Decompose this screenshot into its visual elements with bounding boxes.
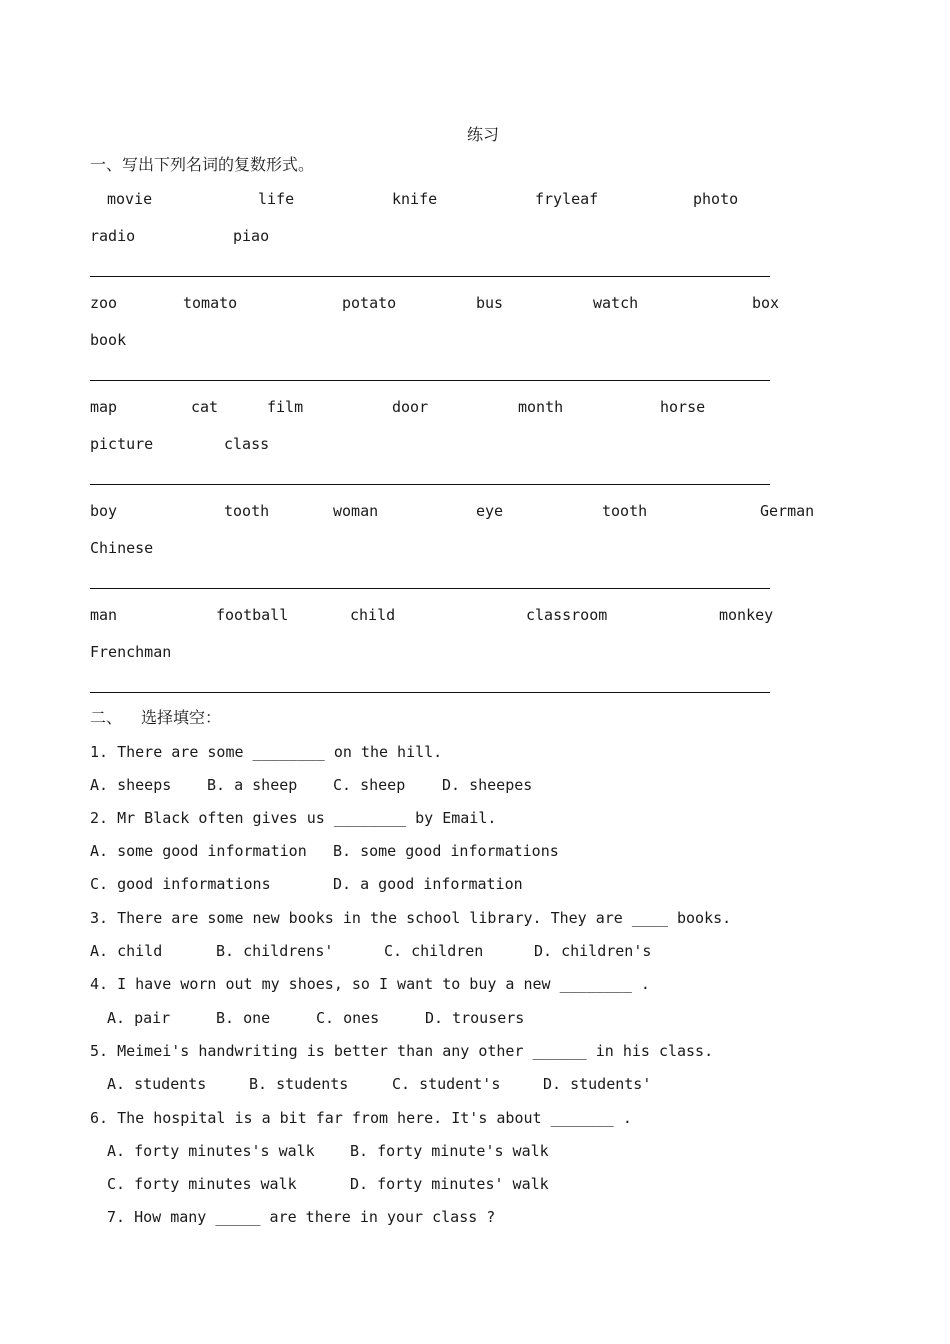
answer-line xyxy=(90,276,770,277)
word: tomato xyxy=(183,294,238,312)
word: movie xyxy=(107,190,153,208)
option: D. sheepes xyxy=(442,776,533,794)
word: life xyxy=(258,190,295,208)
question-7: 7. How many _____ are there in your class ? xyxy=(107,1208,496,1226)
answer-line xyxy=(90,484,770,485)
word: piao xyxy=(233,227,270,245)
word: classroom xyxy=(526,606,608,624)
word: book xyxy=(90,331,127,349)
word: horse xyxy=(660,398,706,416)
answer-line xyxy=(90,692,770,693)
word: tooth xyxy=(602,502,648,520)
answer-line xyxy=(90,588,770,589)
option: A. some good information xyxy=(90,842,307,860)
section1-heading: 一、写出下列名词的复数形式。 xyxy=(90,155,315,174)
option: A. child xyxy=(90,942,163,960)
option: A. forty minutes's walk xyxy=(107,1142,315,1160)
section2-number: 二、 xyxy=(90,708,123,727)
option: D. children's xyxy=(534,942,652,960)
word: bus xyxy=(476,294,504,312)
word: map xyxy=(90,398,118,416)
word: Frenchman xyxy=(90,643,172,661)
word: class xyxy=(224,435,270,453)
word: door xyxy=(392,398,429,416)
word: tooth xyxy=(224,502,270,520)
option: D. a good information xyxy=(333,875,523,893)
word: woman xyxy=(333,502,379,520)
option: D. forty minutes' walk xyxy=(350,1175,549,1193)
option: C. forty minutes walk xyxy=(107,1175,297,1193)
word: watch xyxy=(593,294,639,312)
option: B. one xyxy=(216,1009,271,1027)
question-5: 5. Meimei's handwriting is better than any other ______ in his class. xyxy=(90,1042,714,1060)
option: B. a sheep xyxy=(207,776,298,794)
word: child xyxy=(350,606,396,624)
option: A. students xyxy=(107,1075,207,1093)
question-2: 2. Mr Black often gives us ________ by Email. xyxy=(90,809,497,827)
option: C. children xyxy=(384,942,484,960)
word: eye xyxy=(476,502,504,520)
option: B. childrens' xyxy=(216,942,334,960)
word: zoo xyxy=(90,294,118,312)
word: knife xyxy=(392,190,438,208)
word: month xyxy=(518,398,564,416)
option: A. sheeps xyxy=(90,776,172,794)
word: picture xyxy=(90,435,154,453)
question-3: 3. There are some new books in the school library. They are ____ books. xyxy=(90,909,732,927)
option: C. ones xyxy=(316,1009,380,1027)
option: B. students xyxy=(249,1075,349,1093)
word: fryleaf xyxy=(535,190,599,208)
word: box xyxy=(752,294,780,312)
option: A. pair xyxy=(107,1009,171,1027)
answer-line xyxy=(90,380,770,381)
page-title: 练习 xyxy=(466,125,499,144)
section2-heading: 选择填空： xyxy=(141,708,222,727)
word: Chinese xyxy=(90,539,154,557)
word: football xyxy=(216,606,289,624)
option: C. sheep xyxy=(333,776,406,794)
option: D. students' xyxy=(543,1075,652,1093)
word: film xyxy=(267,398,304,416)
question-1: 1. There are some ________ on the hill. xyxy=(90,743,443,761)
option: C. good informations xyxy=(90,875,271,893)
word: monkey xyxy=(719,606,774,624)
question-4: 4. I have worn out my shoes, so I want to buy a new ________ . xyxy=(90,975,650,993)
word: potato xyxy=(342,294,397,312)
option: B. forty minute's walk xyxy=(350,1142,549,1160)
option: C. student's xyxy=(392,1075,501,1093)
word: radio xyxy=(90,227,136,245)
option: D. trousers xyxy=(425,1009,525,1027)
word: boy xyxy=(90,502,118,520)
option: B. some good informations xyxy=(333,842,559,860)
word: man xyxy=(90,606,118,624)
word: German xyxy=(760,502,815,520)
word: photo xyxy=(693,190,739,208)
word: cat xyxy=(191,398,219,416)
question-6: 6. The hospital is a bit far from here. It's about _______ . xyxy=(90,1109,632,1127)
